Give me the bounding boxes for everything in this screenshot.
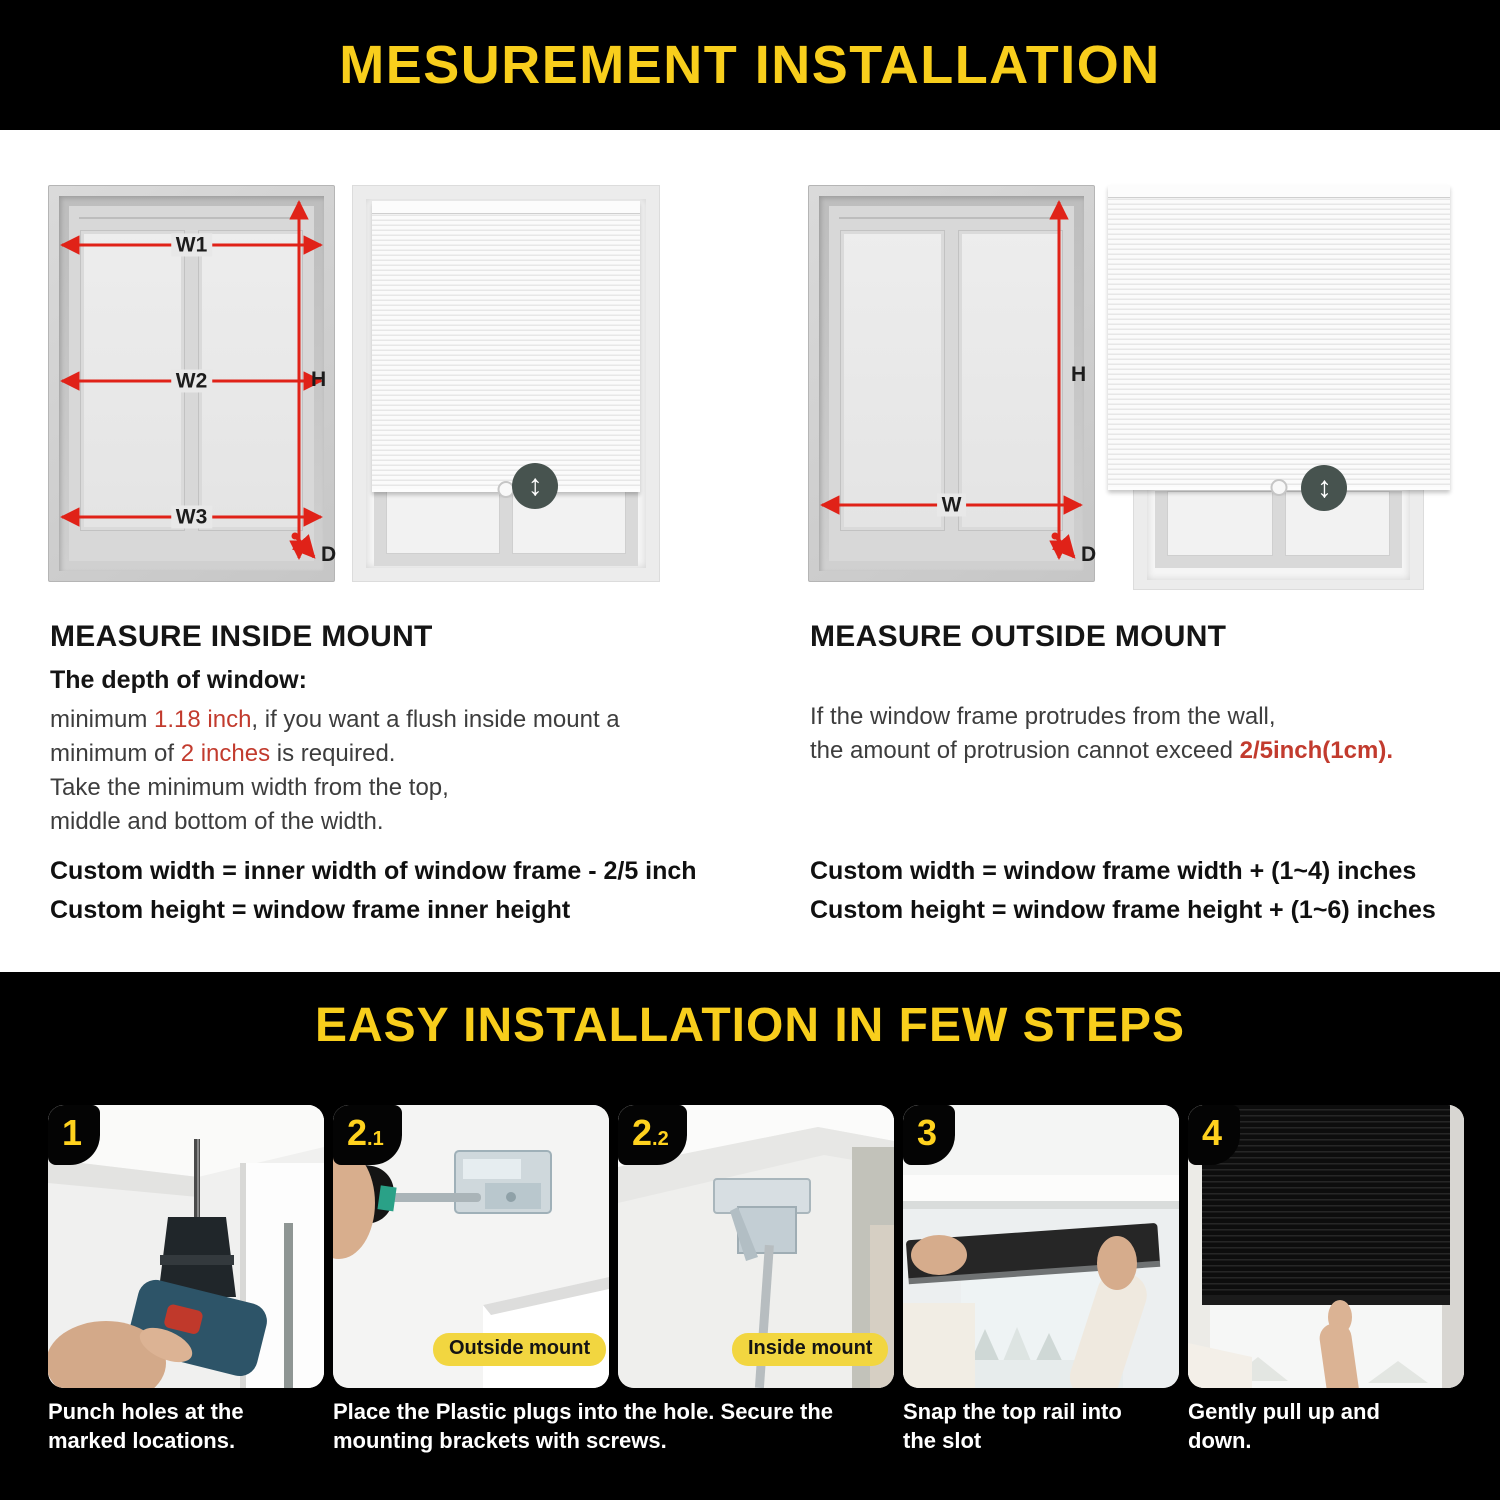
body-text: minimum of xyxy=(50,739,181,767)
outside-mount-window-diagram xyxy=(808,185,1095,582)
d-label: D xyxy=(1081,543,1097,566)
step-1-caption: Punch holes at the marked locations. xyxy=(48,1399,244,1453)
step-2-1-photo xyxy=(333,1105,609,1388)
w-label: W xyxy=(937,493,967,516)
inside-mount-window-diagram xyxy=(48,185,335,582)
min-depth-value: 1.18 inch xyxy=(154,705,252,733)
inside-mount-tag: Inside mount xyxy=(732,1333,888,1366)
step-number: 2 xyxy=(347,1112,368,1153)
window-pane xyxy=(1167,491,1273,556)
h-label: H xyxy=(1071,363,1087,386)
outside-mount-heading: MEASURE OUTSIDE MOUNT xyxy=(810,620,1227,653)
top-banner xyxy=(0,0,1500,130)
step-number: 1 xyxy=(62,1112,83,1153)
step-4-photo xyxy=(1188,1105,1464,1388)
shade-pull-tab xyxy=(1271,479,1288,496)
window-pane xyxy=(386,483,500,554)
step-number: 3 xyxy=(917,1112,938,1153)
inside-mount-heading: MEASURE INSIDE MOUNT xyxy=(50,620,433,653)
shade-top-rail xyxy=(1108,185,1450,198)
outside-mount-formulas xyxy=(810,852,1436,930)
outside-mount-body xyxy=(810,700,1490,768)
step-3-photo xyxy=(903,1105,1179,1388)
d-label: D xyxy=(321,543,337,566)
custom-height-formula: Custom height = window frame height + (1~6) inches xyxy=(810,895,1436,924)
step-badge xyxy=(618,1105,687,1165)
custom-width-formula: Custom width = inner width of window frame - 2/5 inch xyxy=(50,857,697,885)
body-text: middle and bottom of the width. xyxy=(50,807,384,835)
body-text: the amount of protrusion cannot exceed xyxy=(810,737,1240,765)
custom-width-formula: Custom width = window frame width + (1~4) inches xyxy=(810,857,1417,885)
step-4-caption: Gently pull up and down. xyxy=(1188,1399,1380,1453)
step-2-caption: Place the Plastic plugs into the hole. Secure the mounting brackets with screws. xyxy=(333,1399,834,1453)
cellular-shade xyxy=(372,201,640,492)
w1-label: W1 xyxy=(171,233,213,256)
w3-label: W3 xyxy=(171,505,213,528)
step-subnumber: .2 xyxy=(652,1128,669,1150)
step-2-2-photo xyxy=(618,1105,894,1388)
depth-label: The depth of window: xyxy=(50,666,307,694)
outside-mount-shade-diagram xyxy=(1105,175,1462,590)
step-1-photo xyxy=(48,1105,324,1388)
inside-mount-formulas xyxy=(50,852,697,930)
cellular-shade xyxy=(1108,185,1450,490)
custom-height-formula: Custom height = window frame inner height xyxy=(50,895,571,924)
body-text: is required. xyxy=(270,739,396,767)
w2-label: W2 xyxy=(171,369,213,392)
updown-arrow-glyph: ↕ xyxy=(1316,471,1332,504)
installation-title: EASY INSTALLATION IN FEW STEPS xyxy=(314,999,1186,1052)
page-title: MESUREMENT INSTALLATION xyxy=(339,35,1161,95)
inside-mount-shade-diagram xyxy=(352,185,660,582)
step-3-caption: Snap the top rail into the slot xyxy=(903,1399,1122,1453)
step-number: 2 xyxy=(632,1112,653,1153)
raise-lower-icon xyxy=(512,463,558,509)
max-protrusion-value: 2/5inch(1cm). xyxy=(1239,737,1393,765)
body-text: Take the minimum width from the top, xyxy=(50,773,449,801)
outside-mount-tag: Outside mount xyxy=(433,1333,606,1366)
inside-mount-body xyxy=(50,663,730,839)
step-number: 4 xyxy=(1202,1112,1223,1153)
body-text: , if you want a flush inside mount a xyxy=(251,705,620,733)
window-bottom xyxy=(1155,491,1402,568)
shade-top-rail xyxy=(372,201,640,214)
step-subnumber: .1 xyxy=(367,1128,384,1150)
h-label: H xyxy=(311,368,327,391)
flush-depth-value: 2 inches xyxy=(180,739,271,767)
updown-arrow-glyph: ↕ xyxy=(527,469,543,502)
measurement-arrows xyxy=(808,185,1095,582)
body-text: If the window frame protrudes from the wall, xyxy=(810,703,1276,730)
step-badge xyxy=(333,1105,402,1165)
body-text: minimum xyxy=(50,705,155,733)
